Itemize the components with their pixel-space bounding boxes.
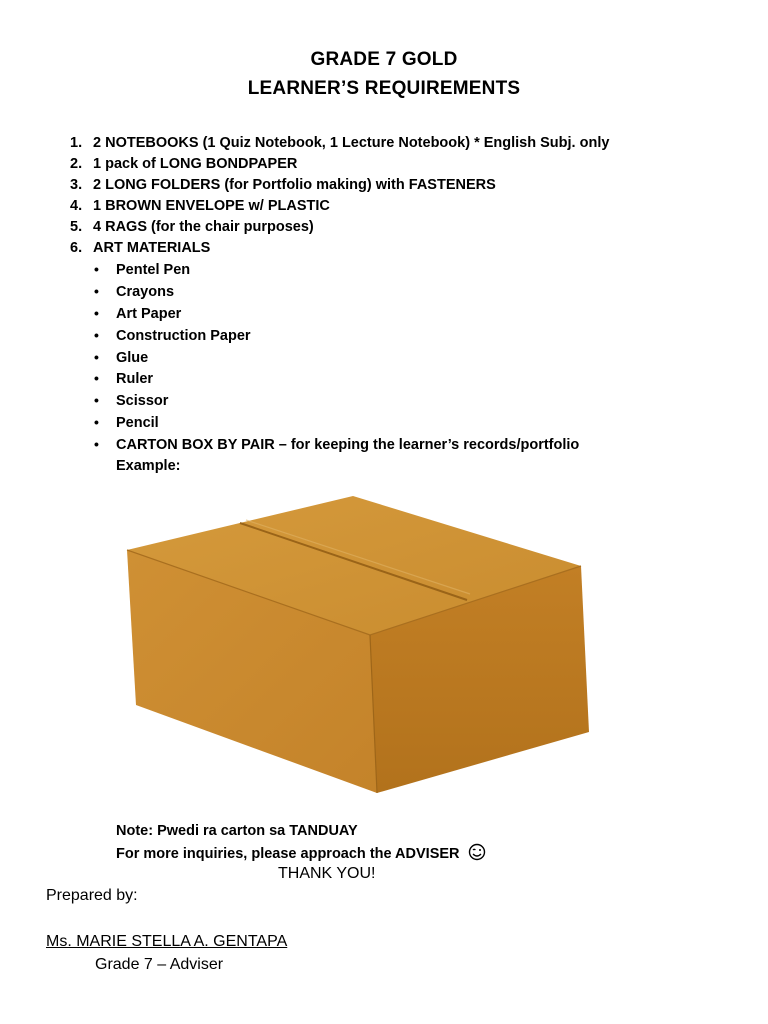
adviser-role: Grade 7 – Adviser bbox=[95, 956, 224, 973]
note-block bbox=[116, 820, 486, 869]
requirements-list bbox=[70, 133, 730, 476]
bullet-item: • Ruler bbox=[94, 368, 730, 390]
list-item: 5. 4 RAGS (for the chair purposes) bbox=[70, 219, 314, 235]
page-title: GRADE 7 GOLD bbox=[310, 49, 458, 70]
list-item: 1. 2 NOTEBOOKS (1 Quiz Notebook, 1 Lecture Notebook) * English Subj. only bbox=[70, 135, 610, 151]
thank-you-text: THANK YOU! bbox=[278, 865, 376, 882]
carton-box-image bbox=[118, 490, 604, 802]
bullet-item: • Pentel Pen bbox=[94, 259, 730, 281]
art-materials-list bbox=[94, 259, 730, 456]
bullet-icon: • bbox=[94, 436, 99, 453]
bullet-icon: • bbox=[94, 348, 99, 365]
list-item: 4. 1 BROWN ENVELOPE w/ PLASTIC bbox=[70, 198, 330, 214]
bullet-item: • Scissor bbox=[94, 390, 730, 412]
list-item: 6. ART MATERIALS bbox=[70, 240, 211, 256]
prepared-by-label: Prepared by: bbox=[46, 887, 138, 904]
smiley-wink-icon bbox=[468, 843, 486, 869]
example-label: Example: bbox=[116, 458, 181, 475]
bullet-icon: • bbox=[94, 414, 99, 431]
bullet-item: • Art Paper bbox=[94, 303, 730, 325]
list-item: 2. 1 pack of LONG BONDPAPER bbox=[70, 156, 298, 172]
bullet-item: • CARTON BOX BY PAIR – for keeping the learner’s records/portfolio bbox=[94, 434, 730, 456]
bullet-icon: • bbox=[94, 370, 99, 387]
bullet-item: • Crayons bbox=[94, 281, 730, 303]
bullet-icon: • bbox=[94, 282, 99, 299]
bullet-item: • Construction Paper bbox=[94, 325, 730, 347]
adviser-name: Ms. MARIE STELLA A. GENTAPA bbox=[46, 933, 288, 950]
bullet-icon: • bbox=[94, 326, 99, 343]
list-item: 3. 2 LONG FOLDERS (for Portfolio making) with FASTENERS bbox=[70, 177, 496, 193]
bullet-icon: • bbox=[94, 261, 99, 277]
inquiries-text: For more inquiries, please approach the ADVISER bbox=[116, 843, 486, 869]
note-text: Note: Pwedi ra carton sa TANDUAY bbox=[116, 823, 358, 839]
bullet-icon: • bbox=[94, 304, 99, 321]
bullet-item: • Glue bbox=[94, 347, 730, 369]
bullet-item: • Pencil bbox=[94, 412, 730, 434]
bullet-icon: • bbox=[94, 392, 99, 409]
page-subtitle: LEARNER’S REQUIREMENTS bbox=[247, 78, 521, 99]
